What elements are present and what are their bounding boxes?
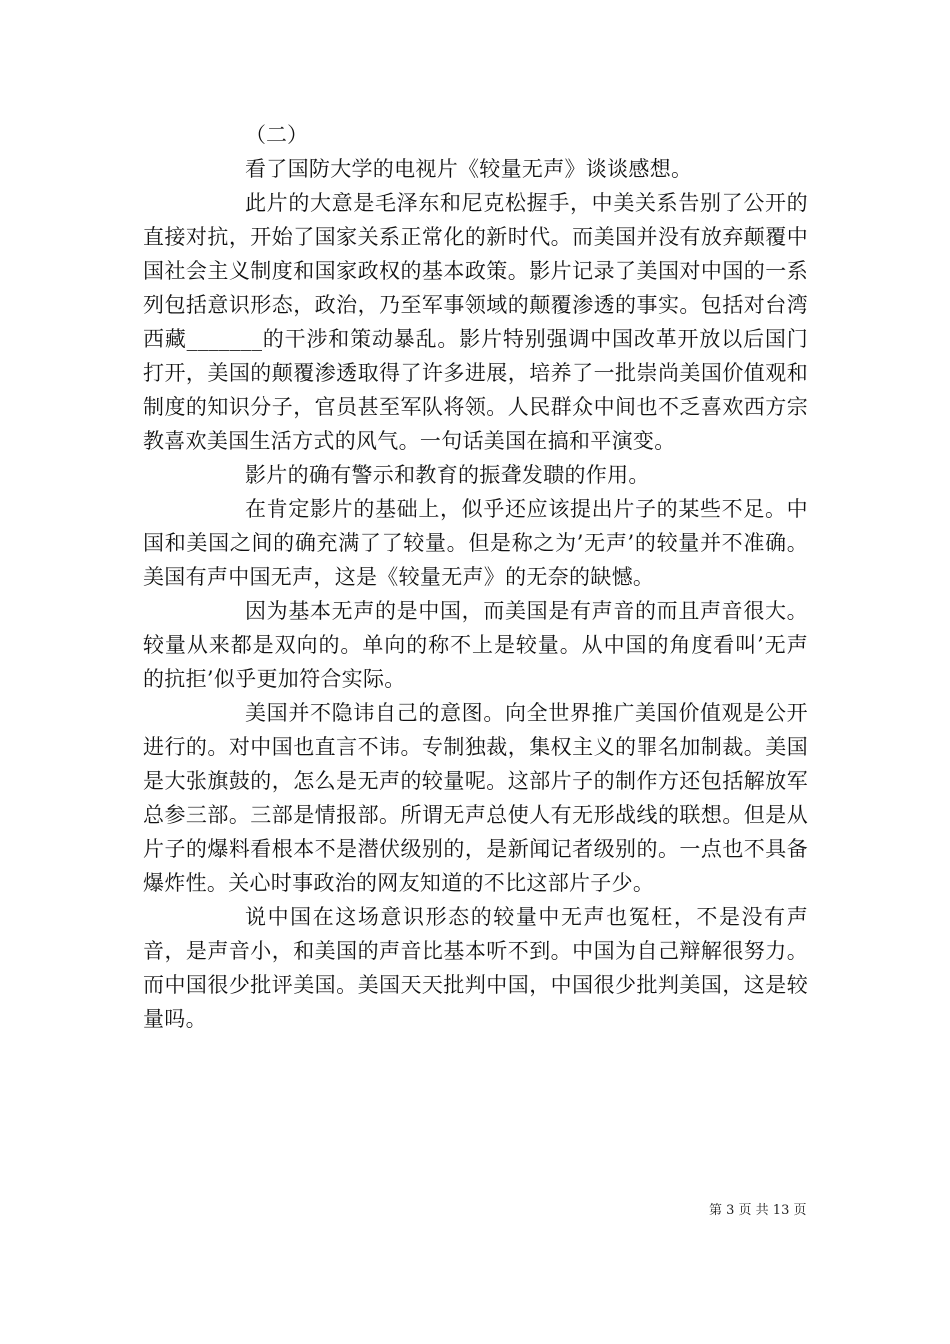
paragraph-film-summary: 此片的大意是毛泽东和尼克松握手，中美关系告别了公开的直接对抗，开始了国家关系正常化的新时代。而美国并没有放弃颠覆中国社会主义制度和国家政权的基本政策。影片记录了美国对中国的一系列包括意识形态，政治，乃至军事领域的颠覆渗透的事实。包括对台湾西藏_______的干涉和策动暴乱。影片特别强调中国改革开放以后国门打开，美国的颠覆渗透取得了许多进展，培养了一批崇尚美国价值观和制度的知识分子，官员甚至军队将领。人民群众中间也不乏喜欢西方宗教喜欢美国生活方式的风气。一句话美国在搞和平演变。 [143, 191, 808, 453]
paragraph-us-intentions: 美国并不隐讳自己的意图。向全世界推广美国价值观是公开进行的。对中国也直言不讳。专制独裁，集权主义的罪名加制裁。美国是大张旗鼓的，怎么是无声的较量呢。这部片子的制作方还包括解放军总参三部。三部是情报部。所谓无声总使人有无形战线的联想。但是从片子的爆料看根本不是潜伏级别的，是新闻记者级别的。一点也不具备爆炸性。关心时事政治的网友知道的不比这部片子少。 [143, 701, 808, 895]
section-heading: （二） [245, 123, 308, 147]
paragraph-intro: 看了国防大学的电视片《较量无声》谈谈感想。 [245, 157, 693, 181]
paragraph-warning-effect: 影片的确有警示和教育的振聋发聩的作用。 [245, 463, 650, 487]
paragraph-two-way-contest: 因为基本无声的是中国，而美国是有声音的而且声音很大。较量从来都是双向的。单向的称不上是较量。从中国的角度看叫’无声的抗拒’似乎更加符合实际。 [143, 599, 808, 691]
page-number-footer: 第 3 页 共 13 页 [709, 1203, 807, 1218]
paragraph-china-voice: 说中国在这场意识形态的较量中无声也冤枉，不是没有声音，是声音小，和美国的声音比基本听不到。中国为自己辩解很努力。而中国很少批评美国。美国天天批判中国，中国很少批判美国，这是较量吗。 [143, 905, 808, 1031]
document-body [143, 118, 808, 1036]
paragraph-shortcomings: 在肯定影片的基础上，似乎还应该提出片子的某些不足。中国和美国之间的确充满了了较量。但是称之为’无声’的较量并不准确。美国有声中国无声，这是《较量无声》的无奈的缺憾。 [143, 497, 808, 589]
